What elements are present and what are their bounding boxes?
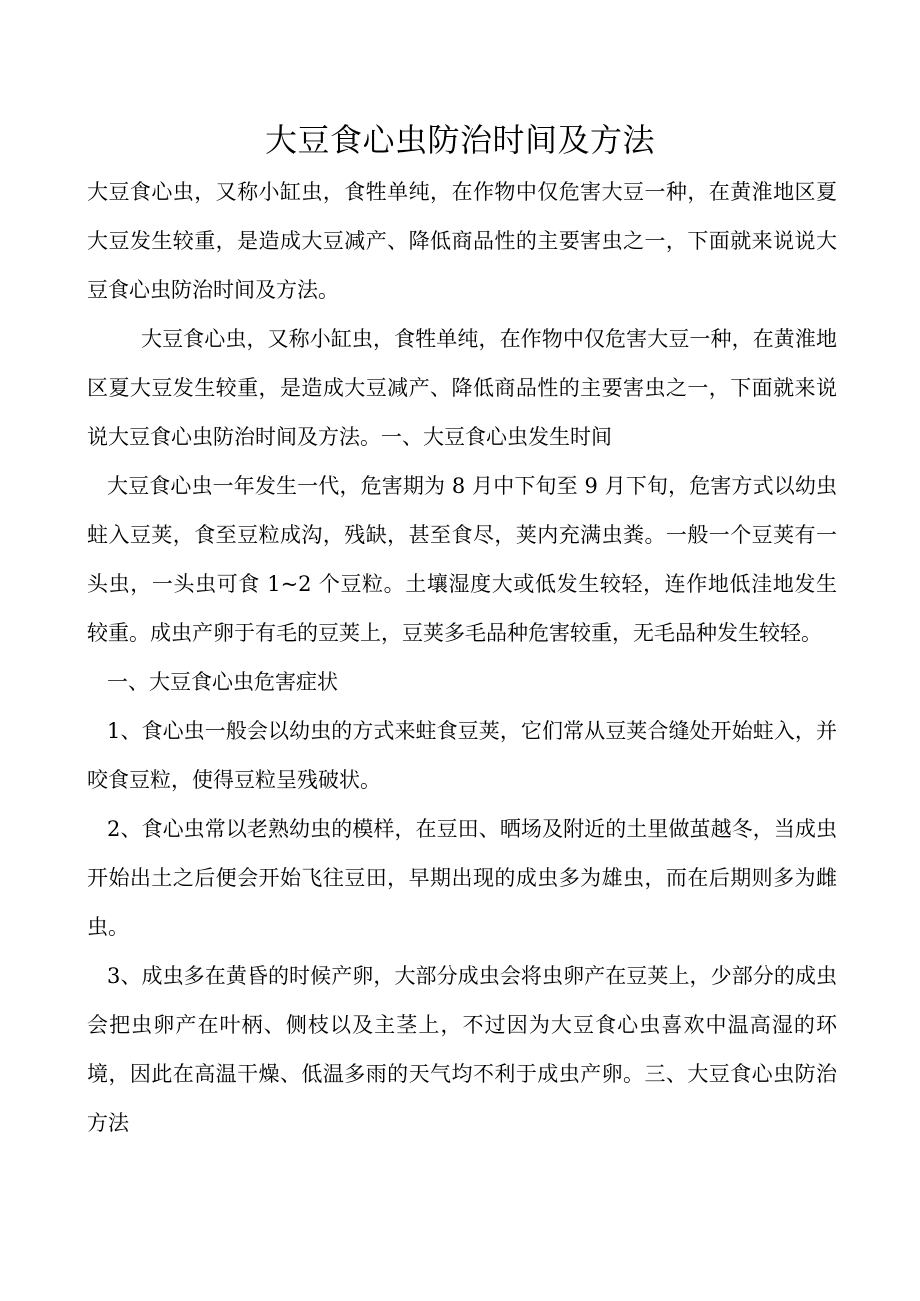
symptoms-heading: 一、大豆食心虫危害症状 xyxy=(107,670,338,694)
document-body xyxy=(87,168,837,1148)
intro-repeat-paragraph: 大豆食心虫，又称小缸虫，食牲单纯，在作物中仅危害大豆一种，在黄淮地区夏大豆发生较重，是造成大豆减产、降低商品性的主要害虫之一，下面就来说说大豆食心虫防治时间及方法。一、大豆食心虫发生时间 xyxy=(87,327,837,449)
intro-paragraph: 大豆食心虫，又称小缸虫，食牲单纯，在作物中仅危害大豆一种，在黄淮地区夏大豆发生较重，是造成大豆减产、降低商品性的主要害虫之一，下面就来说说大豆食心虫防治时间及方法。 xyxy=(87,180,837,302)
occurrence-time-paragraph: 大豆食心虫一年发生一代，危害期为 8 月中下旬至 9 月下旬，危害方式以幼虫蛀入豆荚，食至豆粒成沟，残缺，甚至食尽，荚内充满虫粪。一般一个豆荚有一头虫，一头虫可食 1~2 个豆粒。土壤湿度大或低发生较轻，连作地低洼地发生较重。成虫产卵于有毛的豆荚上，豆荚多毛品种危害较重，无毛品种发生较轻。 xyxy=(87,474,837,645)
symptom-item-3: 3、成虫多在黄昏的时候产卵，大部分成虫会将虫卵产在豆荚上，少部分的成虫会把虫卵产在叶柄、侧枝以及主茎上，不过因为大豆食心虫喜欢中温高湿的环境，因此在高温干燥、低温多雨的天气均不利于成虫产卵。三、大豆食心虫防治方法 xyxy=(87,964,837,1135)
symptom-item-1: 1、食心虫一般会以幼虫的方式来蛀食豆荚，它们常从豆荚合缝处开始蛀入，并咬食豆粒，使得豆粒呈残破状。 xyxy=(87,719,837,792)
symptom-item-2: 2、食心虫常以老熟幼虫的模样，在豆田、晒场及附近的土里做茧越冬，当成虫开始出土之后便会开始飞往豆田，早期出现的成虫多为雄虫，而在后期则多为雌虫。 xyxy=(87,817,837,939)
document-title: 大豆食心虫防治时间及方法 xyxy=(264,121,655,159)
